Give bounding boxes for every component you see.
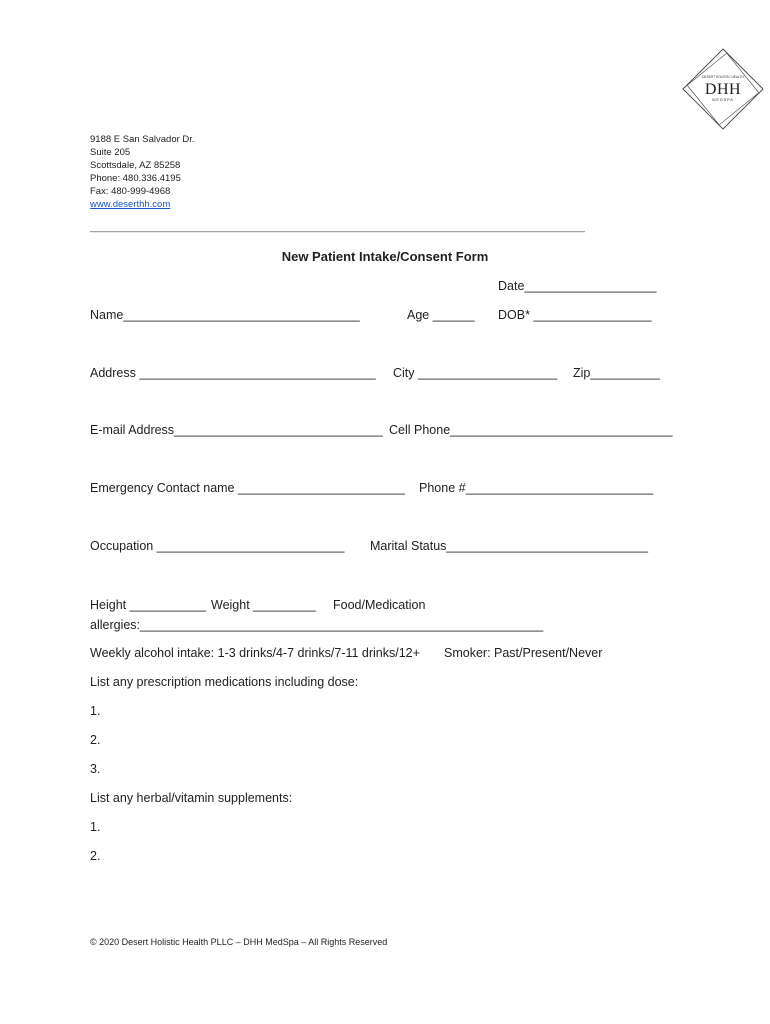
medication-item-1[interactable]: 1. xyxy=(90,704,101,718)
name-field[interactable]: Name__________________________________ xyxy=(90,308,360,322)
medication-item-3[interactable]: 3. xyxy=(90,762,101,776)
address-suite: Suite 205 xyxy=(90,147,131,158)
divider-line: ______________________________________________________________________________________________ xyxy=(90,222,585,233)
email-field[interactable]: E-mail Address______________________________ xyxy=(90,423,383,437)
occupation-field[interactable]: Occupation ___________________________ xyxy=(90,539,345,553)
medications-heading: List any prescription medications including dose: xyxy=(90,675,359,689)
address-phone: Phone: 480.336.4195 xyxy=(90,173,181,184)
supplements-heading: List any herbal/vitamin supplements: xyxy=(90,791,293,805)
height-field[interactable]: Height ___________ xyxy=(90,598,207,612)
dob-field[interactable]: DOB* _________________ xyxy=(498,308,652,322)
zip-field[interactable]: Zip__________ xyxy=(573,366,660,380)
form-title: New Patient Intake/Consent Form xyxy=(281,249,489,264)
address-city: Scottsdale, AZ 85258 xyxy=(90,160,181,171)
emergency-contact-field[interactable]: Emergency Contact name ________________________ xyxy=(90,481,405,495)
supplement-item-2[interactable]: 2. xyxy=(90,849,101,863)
age-field[interactable]: Age ______ xyxy=(407,308,475,322)
logo-initials: DHH xyxy=(704,81,742,98)
address-street: 9188 E San Salvador Dr. xyxy=(90,134,195,145)
allergies-label: Food/Medication xyxy=(333,598,426,612)
supplement-item-1[interactable]: 1. xyxy=(90,820,101,834)
city-field[interactable]: City ____________________ xyxy=(393,366,558,380)
date-field[interactable]: Date___________________ xyxy=(498,279,657,293)
emergency-phone-field[interactable]: Phone #___________________________ xyxy=(419,481,654,495)
dhh-medspa-logo xyxy=(680,46,766,132)
alcohol-intake-options[interactable]: Weekly alcohol intake: 1-3 drinks/4-7 drinks/7-11 drinks/12+ xyxy=(90,646,420,660)
medication-item-2[interactable]: 2. xyxy=(90,733,101,747)
logo-tagline: DESERT HOLISTIC HEALTH xyxy=(702,75,744,79)
allergies-field[interactable]: allergies:__________________________________________________________ xyxy=(90,618,544,632)
website-link[interactable]: www.deserthh.com xyxy=(90,199,171,210)
logo-sub: MEDSPA xyxy=(712,97,734,102)
address-field[interactable]: Address __________________________________ xyxy=(90,366,376,380)
smoker-options[interactable]: Smoker: Past/Present/Never xyxy=(444,646,603,660)
cell-phone-field[interactable]: Cell Phone________________________________ xyxy=(389,423,673,437)
address-fax: Fax: 480-999-4968 xyxy=(90,186,171,197)
weight-field[interactable]: Weight _________ xyxy=(211,598,316,612)
copyright-footer: © 2020 Desert Holistic Health PLLC – DHH MedSpa – All Rights Reserved xyxy=(90,937,388,947)
marital-status-field[interactable]: Marital Status_____________________________ xyxy=(370,539,649,553)
